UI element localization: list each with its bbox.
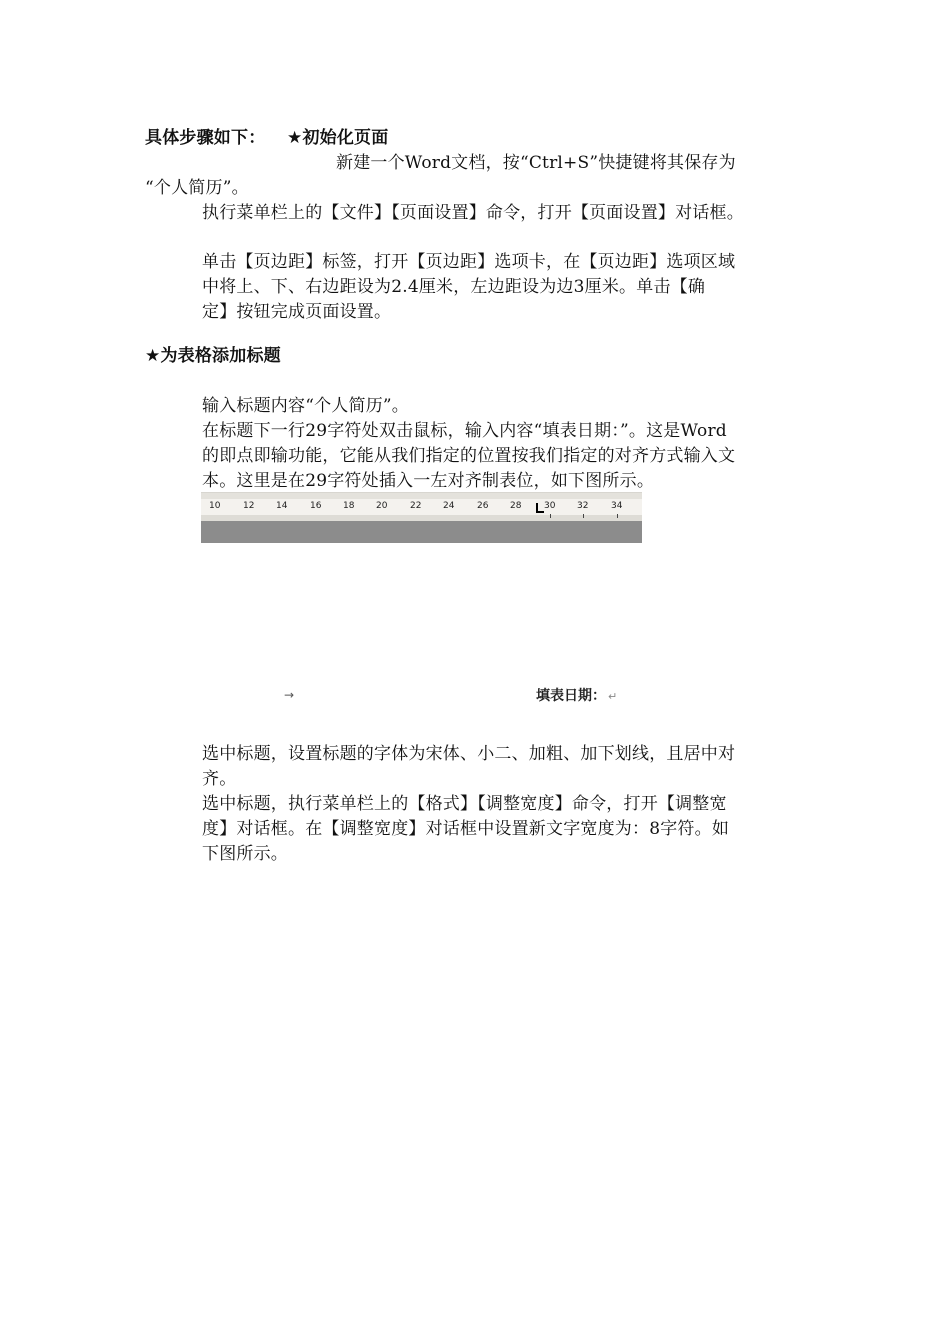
steps-heading: 具体步骤如下： bbox=[145, 128, 266, 148]
ruler-tick-label: 10 bbox=[209, 501, 221, 511]
paragraph-page-setup: 执行菜单栏上的【文件】【页面设置】命令，打开【页面设置】对话框。 bbox=[202, 203, 744, 223]
left-tab-stop-icon[interactable] bbox=[536, 503, 544, 513]
paragraph-title-font-2: 齐。 bbox=[202, 769, 237, 789]
init-page-heading: ★初始化页面 bbox=[287, 128, 389, 148]
paragraph-new-doc: 新建一个Word文档，按“Ctrl+S”快捷键将其保存为 bbox=[336, 153, 736, 173]
ruler-tick-label: 18 bbox=[343, 501, 355, 511]
ruler-tick-mark bbox=[550, 514, 551, 518]
ruler-tick-label: 22 bbox=[410, 501, 422, 511]
paragraph-adjust-width-3: 下图所示。 bbox=[202, 844, 288, 864]
ruler-tick-label: 20 bbox=[376, 501, 388, 511]
ruler-tick-label: 32 bbox=[577, 501, 589, 511]
paragraph-new-doc-cont: “个人简历”。 bbox=[145, 178, 249, 198]
ruler-image bbox=[201, 492, 642, 543]
ruler-tick-label: 12 bbox=[243, 501, 255, 511]
paragraph-margins-2: 中将上、下、右边距设为2.4厘米，左边距设为边3厘米。单击【确 bbox=[202, 277, 706, 297]
ruler-top-band bbox=[201, 493, 642, 499]
ruler-tick-mark bbox=[583, 514, 584, 518]
paragraph-date-2: 的即点即输功能，它能从我们指定的位置按我们指定的对齐方式输入文 bbox=[202, 446, 736, 466]
paragraph-title-font-1: 选中标题，设置标题的字体为宋体、小二、加粗、加下划线，且居中对 bbox=[202, 744, 736, 764]
ruler-tick-label: 30 bbox=[544, 501, 556, 511]
paragraph-adjust-width-1: 选中标题，执行菜单栏上的【格式】【调整宽度】命令，打开【调整宽 bbox=[202, 794, 727, 814]
date-field-label bbox=[536, 685, 617, 705]
add-title-heading: ★为表格添加标题 bbox=[145, 346, 281, 366]
ruler-tick-label: 28 bbox=[510, 501, 522, 511]
ruler-tick-label: 24 bbox=[443, 501, 455, 511]
paragraph-margins-3: 定】按钮完成页面设置。 bbox=[202, 302, 392, 322]
ruler-tick-label: 14 bbox=[276, 501, 288, 511]
paragraph-date-1: 在标题下一行29字符处双击鼠标，输入内容“填表日期：”。这是Word bbox=[202, 421, 727, 441]
date-label-text: 填表日期： bbox=[536, 688, 606, 704]
tab-arrow-icon: → bbox=[284, 688, 295, 702]
ruler-tick-label: 16 bbox=[310, 501, 322, 511]
ruler-gray-area bbox=[201, 521, 642, 543]
paragraph-margins-1: 单击【页边距】标签，打开【页边距】选项卡，在【页边距】选项区域 bbox=[202, 252, 736, 272]
ruler-tick-label: 26 bbox=[477, 501, 489, 511]
paragraph-return-icon: ↵ bbox=[608, 690, 618, 703]
ruler-tick-mark bbox=[617, 514, 618, 518]
paragraph-input-title: 输入标题内容“个人简历”。 bbox=[202, 396, 409, 416]
paragraph-adjust-width-2: 度】对话框。在【调整宽度】对话框中设置新文字宽度为：8字符。如 bbox=[202, 819, 730, 839]
ruler-tick-label: 34 bbox=[611, 501, 623, 511]
paragraph-date-3: 本。这里是在29字符处插入一左对齐制表位，如下图所示。 bbox=[202, 471, 655, 491]
